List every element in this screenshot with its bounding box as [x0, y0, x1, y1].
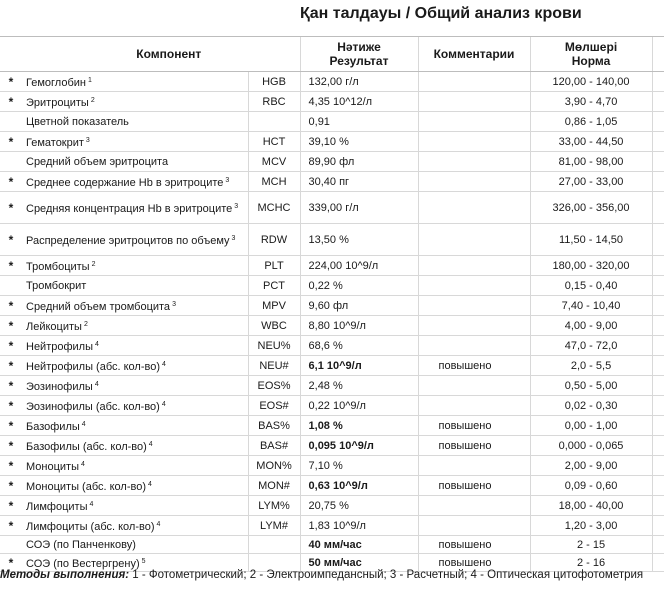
result-value: 0,095 10^9/л: [300, 436, 418, 456]
comment-value: повышено: [418, 356, 530, 376]
component-code: HCT: [248, 132, 300, 152]
extra-cell: [652, 112, 664, 132]
component-code: MON#: [248, 476, 300, 496]
norm-range: 0,15 - 0,40: [530, 276, 652, 296]
component-label: Моноциты (абс. кол-во): [26, 480, 147, 493]
norm-range: 27,00 - 33,00: [530, 172, 652, 192]
component-code: HGB: [248, 72, 300, 92]
marker-cell: *: [0, 496, 22, 516]
result-value: 0,22 10^9/л: [300, 396, 418, 416]
method-footnote-ref: 4: [162, 360, 166, 368]
extra-cell: [652, 224, 664, 256]
table-row: [0, 112, 664, 132]
norm-range: 47,0 - 72,0: [530, 336, 652, 356]
comment-value: [418, 376, 530, 396]
method-footnote-ref: 3: [225, 176, 230, 184]
component-code: [248, 536, 300, 554]
table-row: [0, 92, 664, 112]
page-title: Қан талдауы / Общий анализ крови: [300, 5, 582, 22]
comment-value: [418, 256, 530, 276]
component-code: PLT: [248, 256, 300, 276]
component-code: MCV: [248, 152, 300, 172]
table-row: [0, 276, 664, 296]
component-label: Цветной показатель: [26, 115, 129, 128]
marker-cell: *: [0, 224, 22, 256]
component-code: BAS#: [248, 436, 300, 456]
result-value: 40 мм/час: [300, 536, 418, 554]
component-label: Моноциты: [26, 460, 79, 473]
component-code: EOS#: [248, 396, 300, 416]
component-name: [22, 356, 248, 376]
method-footnote-ref: 3: [231, 234, 236, 242]
norm-range: 0,000 - 0,065: [530, 436, 652, 456]
norm-range: 0,02 - 0,30: [530, 396, 652, 416]
component-name: [22, 496, 248, 516]
table-row: [0, 132, 664, 152]
method-footnote-ref: 2: [90, 96, 95, 104]
component-name: [22, 436, 248, 456]
component-label: Нейтрофилы: [26, 340, 93, 353]
component-code: LYM%: [248, 496, 300, 516]
marker-cell: [0, 152, 22, 172]
extra-cell: [652, 72, 664, 92]
table-row: [0, 496, 664, 516]
comment-value: [418, 112, 530, 132]
table-row: [0, 192, 664, 224]
result-value: 9,60 фл: [300, 296, 418, 316]
extra-cell: [652, 536, 664, 554]
table-row: [0, 456, 664, 476]
component-label: СОЭ (по Панченкову): [26, 538, 136, 551]
component-code: MPV: [248, 296, 300, 316]
component-name: [22, 92, 248, 112]
methods-label: Методы выполнения:: [0, 569, 130, 581]
extra-cell: [652, 336, 664, 356]
comment-value: [418, 224, 530, 256]
method-footnote-ref: 1: [87, 76, 92, 84]
marker-cell: [0, 112, 22, 132]
result-value: 68,6 %: [300, 336, 418, 356]
table-row: [0, 376, 664, 396]
extra-cell: [652, 456, 664, 476]
result-value: 39,10 %: [300, 132, 418, 152]
component-name: [22, 72, 248, 92]
table-row: [0, 476, 664, 496]
component-label: Эритроциты: [26, 96, 89, 109]
marker-cell: *: [0, 456, 22, 476]
result-value: 30,40 пг: [300, 172, 418, 192]
extra-cell: [652, 476, 664, 496]
table-row: [0, 536, 664, 554]
method-footnote-ref: 2: [91, 260, 96, 268]
marker-cell: *: [0, 336, 22, 356]
marker-cell: *: [0, 376, 22, 396]
extra-cell: [652, 376, 664, 396]
method-footnote-ref: 3: [85, 136, 90, 144]
method-footnote-ref: 4: [95, 340, 99, 348]
component-name: [22, 256, 248, 276]
extra-cell: [652, 152, 664, 172]
component-code: MCHC: [248, 192, 300, 224]
component-label: Средний объем тромбоцита: [26, 300, 171, 313]
marker-cell: *: [0, 256, 22, 276]
component-label: Гемоглобин: [26, 76, 86, 89]
table-row: [0, 172, 664, 192]
table-header-row: [0, 37, 664, 72]
norm-range: 326,00 - 356,00: [530, 192, 652, 224]
methods-text: 1 - Фотометрический; 2 - Электроимпедансный; 3 - Расчетный; 4 - Оптическая цитофотометрия: [129, 569, 644, 581]
result-value: 2,48 %: [300, 376, 418, 396]
table-row: [0, 152, 664, 172]
comment-value: [418, 496, 530, 516]
component-label: Лимфоциты: [26, 500, 88, 513]
component-code: NEU%: [248, 336, 300, 356]
extra-cell: [652, 92, 664, 112]
method-footnote-ref: 3: [172, 300, 176, 308]
component-name: [22, 132, 248, 152]
component-name: [22, 376, 248, 396]
component-name: [22, 296, 248, 316]
norm-range: 1,20 - 3,00: [530, 516, 652, 536]
result-value: 339,00 г/л: [300, 192, 418, 224]
marker-cell: *: [0, 296, 22, 316]
method-footnote-ref: 4: [94, 380, 99, 388]
extra-cell: [652, 276, 664, 296]
method-footnote-ref: 4: [81, 420, 86, 428]
result-value: 1,08 %: [300, 416, 418, 436]
norm-range: 2,0 - 5,5: [530, 356, 652, 376]
component-code: [248, 112, 300, 132]
extra-cell: [652, 132, 664, 152]
result-value: 0,63 10^9/л: [300, 476, 418, 496]
result-value: 0,91: [300, 112, 418, 132]
component-name: [22, 536, 248, 554]
header-component: Компонент: [0, 37, 300, 72]
table-row: [0, 396, 664, 416]
result-value: 7,10 %: [300, 456, 418, 476]
marker-cell: [0, 276, 22, 296]
table-row: [0, 296, 664, 316]
marker-cell: *: [0, 476, 22, 496]
extra-cell: [652, 396, 664, 416]
extra-cell: [652, 192, 664, 224]
component-code: MON%: [248, 456, 300, 476]
method-footnote-ref: 4: [148, 440, 153, 448]
table-row: [0, 416, 664, 436]
component-name: [22, 192, 248, 224]
component-name: [22, 456, 248, 476]
component-label: Нейтрофилы (абс. кол-во): [26, 360, 161, 373]
component-code: PCT: [248, 276, 300, 296]
component-label: Эозинофилы (абс. кол-во): [26, 400, 160, 413]
comment-value: [418, 152, 530, 172]
component-code: RBC: [248, 92, 300, 112]
marker-cell: [0, 536, 22, 554]
norm-range: 0,00 - 1,00: [530, 416, 652, 436]
norm-range: 4,00 - 9,00: [530, 316, 652, 336]
marker-cell: *: [0, 516, 22, 536]
component-label: Гематокрит: [26, 136, 84, 149]
table-row: [0, 516, 664, 536]
norm-range: 7,40 - 10,40: [530, 296, 652, 316]
header-norm: Мөлшері Норма: [530, 37, 652, 72]
method-footnote-ref: 4: [89, 500, 94, 508]
component-label: Базофилы: [26, 420, 80, 433]
norm-range: 33,00 - 44,50: [530, 132, 652, 152]
result-value: 1,83 10^9/л: [300, 516, 418, 536]
component-label: Среднее содержание Hb в эритроците: [26, 176, 224, 189]
result-value: 132,00 г/л: [300, 72, 418, 92]
method-footnote-ref: 5: [141, 557, 146, 565]
comment-value: [418, 456, 530, 476]
norm-range: 0,09 - 0,60: [530, 476, 652, 496]
component-name: [22, 336, 248, 356]
marker-cell: *: [0, 132, 22, 152]
comment-value: повышено: [418, 554, 530, 572]
extra-cell: [652, 416, 664, 436]
comment-value: повышено: [418, 416, 530, 436]
comment-value: [418, 396, 530, 416]
norm-range: 180,00 - 320,00: [530, 256, 652, 276]
component-label: Тромбокрит: [26, 279, 87, 292]
marker-cell: *: [0, 396, 22, 416]
method-footnote-ref: 4: [161, 400, 166, 408]
marker-cell: *: [0, 192, 22, 224]
marker-cell: *: [0, 356, 22, 376]
comment-value: [418, 336, 530, 356]
comment-value: [418, 276, 530, 296]
component-name: [22, 172, 248, 192]
comment-value: [418, 172, 530, 192]
component-label: Эозинофилы: [26, 380, 93, 393]
comment-value: повышено: [418, 436, 530, 456]
component-label: СОЭ (по Вестергрену): [26, 557, 140, 570]
norm-range: 0,50 - 5,00: [530, 376, 652, 396]
component-name: [22, 112, 248, 132]
result-value: 20,75 %: [300, 496, 418, 516]
result-value: 89,90 фл: [300, 152, 418, 172]
header-comment: Комментарии: [418, 37, 530, 72]
component-code: MCH: [248, 172, 300, 192]
marker-cell: *: [0, 72, 22, 92]
comment-value: повышено: [418, 476, 530, 496]
comment-value: [418, 92, 530, 112]
result-value: 0,22 %: [300, 276, 418, 296]
norm-range: 18,00 - 40,00: [530, 496, 652, 516]
methods-footnote: [0, 568, 664, 582]
norm-range: 120,00 - 140,00: [530, 72, 652, 92]
comment-value: [418, 132, 530, 152]
component-name: [22, 316, 248, 336]
component-name: [22, 396, 248, 416]
result-value: 8,80 10^9/л: [300, 316, 418, 336]
extra-cell: [652, 516, 664, 536]
comment-value: [418, 192, 530, 224]
comment-value: повышено: [418, 536, 530, 554]
extra-cell: [652, 356, 664, 376]
comment-value: [418, 72, 530, 92]
component-label: Средний объем эритроцита: [26, 155, 169, 168]
norm-range: 11,50 - 14,50: [530, 224, 652, 256]
component-name: [22, 516, 248, 536]
method-footnote-ref: 3: [234, 202, 239, 210]
norm-range: 2 - 16: [530, 554, 652, 572]
comment-value: [418, 316, 530, 336]
component-label: Тромбоциты: [26, 260, 90, 273]
method-footnote-ref: 4: [81, 460, 85, 468]
table-row: [0, 436, 664, 456]
component-name: [22, 224, 248, 256]
extra-cell: [652, 316, 664, 336]
table-row: [0, 316, 664, 336]
component-label: Средняя концентрация Hb в эритроците: [26, 202, 233, 215]
component-code: LYM#: [248, 516, 300, 536]
marker-cell: *: [0, 416, 22, 436]
result-value: 50 мм/час: [300, 554, 418, 572]
method-footnote-ref: 4: [156, 520, 161, 528]
component-code: NEU#: [248, 356, 300, 376]
extra-cell: [652, 172, 664, 192]
table-row: [0, 356, 664, 376]
component-label: Распределение эритроцитов по объему: [26, 234, 230, 247]
extra-cell: [652, 296, 664, 316]
result-value: 13,50 %: [300, 224, 418, 256]
method-footnote-ref: 2: [83, 320, 88, 328]
norm-range: 3,90 - 4,70: [530, 92, 652, 112]
marker-cell: *: [0, 436, 22, 456]
component-code: EOS%: [248, 376, 300, 396]
marker-cell: *: [0, 554, 22, 572]
comment-value: [418, 516, 530, 536]
result-value: 6,1 10^9/л: [300, 356, 418, 376]
table-row: [0, 224, 664, 256]
component-label: Лейкоциты: [26, 320, 82, 333]
method-footnote-ref: 4: [148, 480, 152, 488]
header-extra: [652, 37, 664, 72]
header-result: Нәтиже Результат: [300, 37, 418, 72]
component-name: [22, 152, 248, 172]
component-name: [22, 416, 248, 436]
extra-cell: [652, 496, 664, 516]
component-code: WBC: [248, 316, 300, 336]
norm-range: 2 - 15: [530, 536, 652, 554]
norm-range: 2,00 - 9,00: [530, 456, 652, 476]
result-value: 224,00 10^9/л: [300, 256, 418, 276]
norm-range: 0,86 - 1,05: [530, 112, 652, 132]
component-label: Базофилы (абс. кол-во): [26, 440, 147, 453]
result-value: 4,35 10^12/л: [300, 92, 418, 112]
norm-range: 81,00 - 98,00: [530, 152, 652, 172]
component-name: [22, 276, 248, 296]
table-row: [0, 72, 664, 92]
comment-value: [418, 296, 530, 316]
results-table: [0, 36, 664, 572]
table-row: [0, 256, 664, 276]
marker-cell: *: [0, 172, 22, 192]
marker-cell: *: [0, 92, 22, 112]
extra-cell: [652, 436, 664, 456]
component-code: RDW: [248, 224, 300, 256]
extra-cell: [652, 256, 664, 276]
component-code: BAS%: [248, 416, 300, 436]
marker-cell: *: [0, 316, 22, 336]
component-name: [22, 476, 248, 496]
component-label: Лимфоциты (абс. кол-во): [26, 520, 155, 533]
table-row: [0, 336, 664, 356]
